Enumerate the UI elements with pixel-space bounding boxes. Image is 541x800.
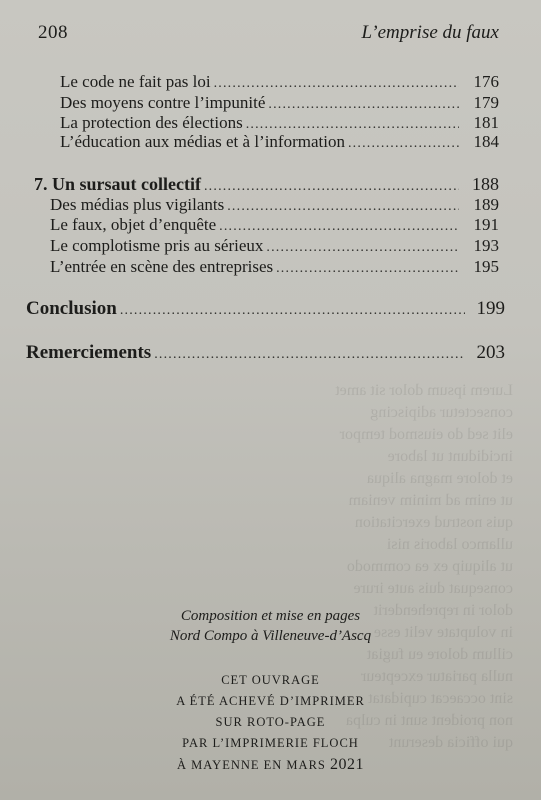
dot-leader: [204, 179, 459, 195]
toc-entry-label: Des médias plus vigilants: [50, 195, 225, 214]
toc-entry: [50, 257, 499, 278]
dot-leader: [348, 136, 459, 152]
dot-leader: [246, 117, 459, 133]
toc-remerciements-page: 203: [476, 342, 505, 363]
printer-line-3: SUR ROTO-PAGE: [215, 715, 326, 729]
composition-line-1: Composition et mise en pages: [180, 608, 361, 624]
toc-entry: [50, 215, 499, 236]
toc-entry-label: Le code ne fait pas loi: [60, 72, 211, 91]
printer-line-5-year: 2021: [329, 756, 364, 773]
printer-line-5: [0, 756, 541, 774]
toc-entry-page: 181: [473, 113, 499, 132]
printer-line-4: PAR L’IMPRIMERIE FLOCH: [182, 736, 359, 750]
toc-entry-label: Le faux, objet d’enquête: [50, 215, 217, 234]
toc-entry-page: 195: [473, 257, 499, 276]
dot-leader: [266, 240, 459, 256]
toc-entry: [60, 93, 499, 114]
toc-entry-label: Le complotisme pris au sérieux: [50, 236, 264, 255]
dot-leader: [219, 219, 459, 235]
toc-entry-page: 179: [473, 93, 499, 112]
toc-remerciements-label: Remerciements: [26, 342, 152, 363]
toc-entry-label: La protection des élections: [60, 113, 243, 132]
printer-line-1: CET OUVRAGE: [221, 673, 320, 687]
toc-entry-page: 176: [473, 72, 499, 91]
toc-entry-page: 184: [473, 132, 499, 151]
composition-line-2: Nord Compo à Villeneuve-d’Ascq: [169, 628, 372, 644]
toc-chapter-heading: [34, 174, 499, 196]
toc-entry-label: Des moyens contre l’impunité: [60, 93, 266, 112]
toc-entry: [50, 195, 499, 216]
dot-leader: [154, 347, 465, 363]
bleed-through-texture: Lurem ipsum dolor sit amet consectetur adipiscing elit sed do eiusmod tempor incididunt ut labore et dolore magna aliqua ut enim ad minim veniam quis nostrud exercitation ullamco laboris nisi ut aliquip ex ea commodo consequat duis aute irure dolor in reprehenderit in voluptate velit esse cillum dolore eu fugiat nulla pariatur excepteur sint occaecat cupidatat non proident sunt in culpa qui officia deserunt: [335, 382, 513, 751]
toc-entry: [60, 132, 499, 153]
toc-entry: [50, 236, 499, 257]
dot-leader: [120, 303, 465, 319]
dot-leader: [214, 76, 459, 92]
toc-conclusion: [26, 298, 505, 322]
toc-entry-page: 189: [473, 195, 499, 214]
page-number: 208: [38, 22, 68, 43]
toc-remerciements: [26, 342, 505, 366]
toc-chapter-page: 188: [472, 174, 499, 194]
dot-leader: [268, 97, 459, 113]
toc-conclusion-label: Conclusion: [26, 298, 117, 319]
page-header: [38, 22, 499, 46]
toc-entry-page: 191: [473, 215, 499, 234]
toc-chapter-label: 7. Un sursaut collectif: [34, 174, 201, 194]
toc-entry-page: 193: [473, 236, 499, 255]
running-title: L’emprise du faux: [361, 22, 499, 43]
toc-entry-label: L’entrée en scène des entreprises: [50, 257, 274, 276]
toc-entry-label: L’éducation aux médias et à l’information: [60, 132, 345, 151]
toc-conclusion-page: 199: [476, 298, 505, 319]
dot-leader: [276, 261, 459, 277]
printer-line-2: A ÉTÉ ACHEVÉ D’IMPRIMER: [176, 694, 365, 708]
dot-leader: [227, 199, 459, 215]
toc-entry: [60, 113, 499, 134]
toc-entry: [60, 72, 499, 93]
printer-line-5-text: À MAYENNE EN MARS: [177, 758, 326, 772]
